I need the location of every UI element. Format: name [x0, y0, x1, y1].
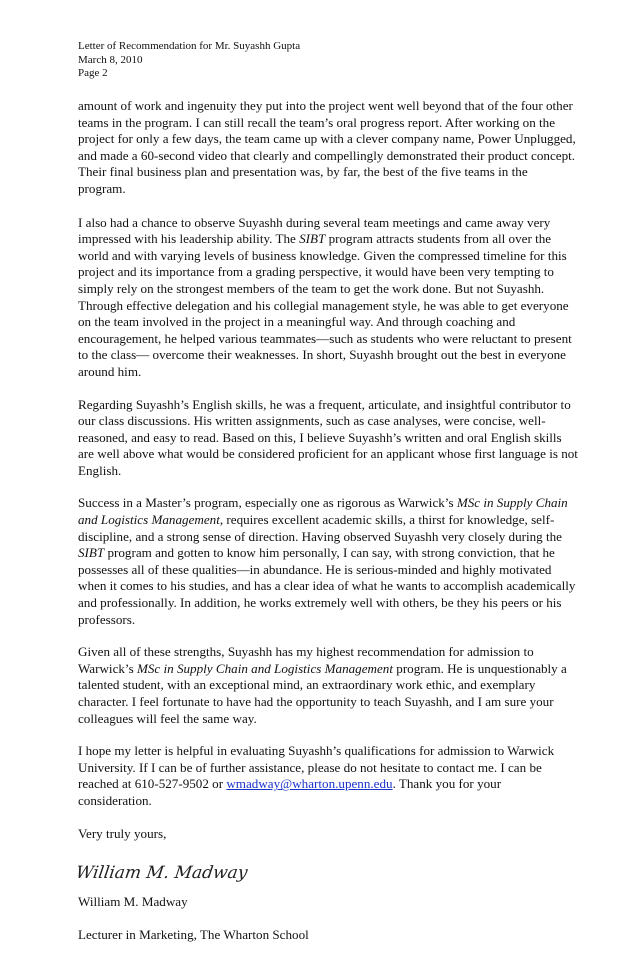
header-title: Letter of Recommendation for Mr. Suyashh Gupta	[78, 40, 301, 52]
signature-image	[74, 858, 249, 886]
page-header	[78, 40, 300, 81]
closing-line: Very truly yours,	[78, 825, 167, 841]
paragraph-recommendation-text-1: Given all of these strengths, Suyashh has my highest recommendation for admission to Warwick’s	[78, 644, 534, 676]
paragraph-leadership-text-1: I also had a chance to observe Suyashh during several team meetings and came away very impressed with his leadership ability. The	[78, 214, 551, 247]
paragraph-recommendation-text-2: program. He is unquestionably a talented student, with an exceptional mind, an extraordinary work ethic, and exemplary character. I feel fortunate to have had the opportunity to teach Suyashh, and I am sure your colleagues will feel the same way.	[78, 660, 567, 726]
paragraph-masters	[78, 495, 578, 628]
paragraph-contact-text-2: . Thank you for your consideration.	[78, 776, 502, 808]
signer-name: William M. Madway	[78, 894, 188, 910]
handwritten-signature	[74, 858, 578, 884]
paragraph-recommendation	[78, 644, 578, 727]
paragraph-project: amount of work and ingenuity they put into the project went well beyond that of the four other teams in the program. I can still recall the team’s oral progress report. After working on the project for only a few days, the team came up with a clever company name, Power Unplugged, and made a 60-second video that clearly and compellingly demonstrated their product concept. Their final business plan and presentation was, by far, the best of the five teams in the program.	[78, 98, 576, 196]
paragraph-masters-text-2: requires excellent academic skills, a thirst for knowledge, self-discipline, and a strong sense of direction. Having observed Suyashh very closely during the	[78, 512, 562, 544]
paragraph-contact-text-1: I hope my letter is helpful in evaluating Suyashh’s qualifications for admission to Warwick University. If I can be of further assistance, please do not hesitate to contact me. I can be reached at 610-527-9502 or	[78, 743, 555, 792]
signature-script: William M. Madway	[74, 863, 249, 884]
paragraph-masters-text-3: program and gotten to know him personally, I can say, with strong conviction, that he possesses all of these qualities—in abundance. He is serious-minded and highly motivated when it comes to his studies, and has a clear idea of what he wants to accomplish academically and professionally. In addition, he works extremely well with others, be they his peers or his professors.	[78, 545, 576, 627]
signer-title: Lecturer in Marketing, The Wharton School	[78, 926, 309, 942]
paragraph-masters-text-1: Success in a Master’s program, especially one as rigorous as Warwick’s	[78, 495, 457, 511]
program-name-msc: MSc in Supply Chain and Logistics Management,	[78, 495, 568, 528]
header-page-number: Page 2	[78, 67, 108, 79]
paragraph-english-skills: Regarding Suyashh’s English skills, he was a frequent, articulate, and insightful contributor to our class discussions. His written assignments, such as case analyses, were concise, well-reasoned, and easy to read. Based on this, I believe Suyashh’s written and oral English skills are well above what would be considered proficient for an applicant whose first language is not English.	[78, 396, 578, 478]
program-name-sibt: SIBT	[299, 231, 326, 247]
letter-body	[74, 98, 578, 959]
paragraph-leadership-text-2: program attracts students from all over the world and with varying levels of business knowledge. Given the compressed timeline for this project and its importance from a grading perspective, it would have been very tempting to simply rely on the strongest members of the team to get the work done. But not Suyashh. Through effective delegation and his collegial management style, he was able to get everyone on the team involved in the project in a meaningful way. And through coaching and encouragement, he helped various teammates—such as students who were reluctant to present to the class— overcome their weaknesses. In short, Suyashh brought out the best in everyone around him.	[78, 231, 572, 379]
program-name-sibt: SIBT	[78, 545, 105, 561]
paragraph-leadership	[78, 215, 578, 381]
paragraph-contact	[78, 743, 578, 809]
program-name-msc: MSc in Supply Chain and Logistics Management	[136, 660, 393, 676]
header-date: March 8, 2010	[78, 53, 143, 66]
email-link[interactable]: wmadway@wharton.upenn.edu	[226, 776, 393, 792]
